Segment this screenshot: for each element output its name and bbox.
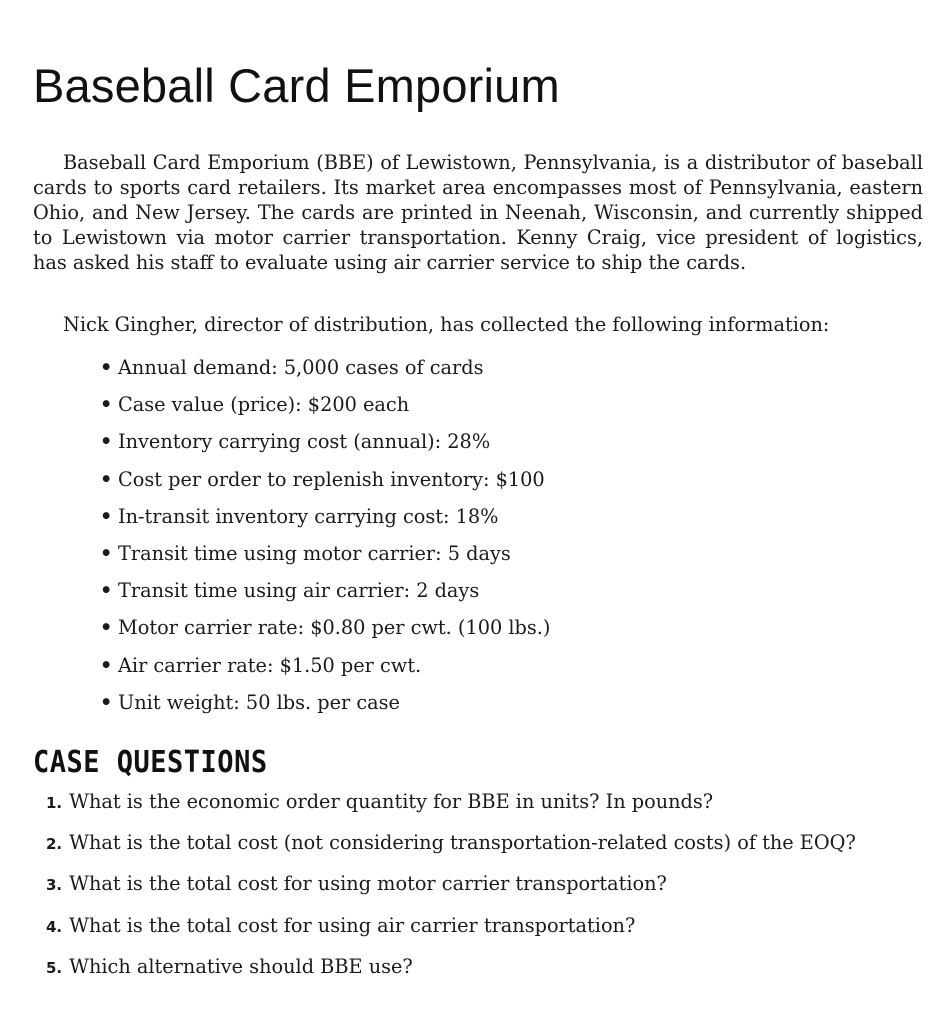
- question-text: What is the total cost for using air carrier transportation?: [69, 913, 636, 937]
- question-text: What is the economic order quantity for BBE in units? In pounds?: [69, 790, 714, 813]
- question-text: What is the total cost (not considering transportation-related costs) of the EOQ?: [69, 831, 856, 855]
- question-number: 4.: [46, 917, 63, 936]
- question-text: Which alternative should BBE use?: [69, 954, 413, 978]
- list-item: [100, 690, 550, 727]
- list-item: [46, 954, 856, 995]
- bullet-icon: •: [100, 467, 113, 491]
- list-item: [100, 504, 550, 541]
- bullet-text: Transit time using air carrier: 2 days: [118, 579, 480, 603]
- question-text: What is the total cost for using motor carrier transportation?: [69, 872, 667, 896]
- info-bullet-list: [100, 355, 550, 727]
- case-questions-list: [46, 789, 856, 995]
- case-questions-heading: CASE QUESTIONS: [33, 745, 268, 780]
- bullet-text: Case value (price): $200 each: [118, 393, 410, 417]
- bullet-icon: •: [100, 430, 113, 454]
- list-item: [100, 355, 550, 392]
- list-item: [100, 429, 550, 466]
- bullet-text: Transit time using motor carrier: 5 days: [118, 541, 511, 565]
- list-item: [100, 615, 550, 652]
- list-item: [46, 871, 856, 912]
- list-item: [100, 467, 550, 504]
- bullet-icon: •: [100, 541, 113, 565]
- bullet-text: In-transit inventory carrying cost: 18%: [118, 504, 499, 528]
- bullet-text: Motor carrier rate: $0.80 per cwt. (100 lbs.): [118, 616, 551, 640]
- bullet-icon: •: [100, 653, 113, 677]
- bullet-text: Unit weight: 50 lbs. per case: [118, 690, 400, 714]
- list-item: [100, 578, 550, 615]
- bullet-text: Air carrier rate: $1.50 per cwt.: [118, 653, 422, 677]
- lead-paragraph: Nick Gingher, director of distribution, has collected the following information:: [63, 313, 830, 336]
- list-item: [100, 541, 550, 578]
- question-number: 2.: [46, 835, 63, 854]
- bullet-icon: •: [100, 356, 113, 379]
- question-number: 1.: [46, 794, 63, 812]
- bullet-icon: •: [100, 616, 113, 640]
- list-item: [100, 392, 550, 429]
- list-item: [46, 830, 856, 871]
- bullet-icon: •: [100, 690, 113, 714]
- bullet-text: Annual demand: 5,000 cases of cards: [118, 356, 484, 379]
- bullet-text: Cost per order to replenish inventory: $100: [118, 467, 545, 491]
- intro-paragraph: Baseball Card Emporium (BBE) of Lewistown, Pennsylvania, is a distributor of baseball cards to sports card retailers. Its market area encompasses most of Pennsylvania, eastern Ohio, and New Jersey. The cards are printed in Neenah, Wisconsin, and currently shipped to Lewistown via motor carrier transportation. Kenny Craig, vice president of logistics, has asked his staff to evaluate using air carrier service to ship the cards.: [33, 151, 923, 274]
- list-item: [46, 913, 856, 954]
- question-number: 3.: [46, 876, 63, 895]
- page-title: Baseball Card Emporium: [33, 59, 560, 112]
- list-item: [46, 789, 856, 830]
- bullet-text: Inventory carrying cost (annual): 28%: [118, 430, 491, 454]
- bullet-icon: •: [100, 504, 113, 528]
- bullet-icon: •: [100, 393, 113, 417]
- question-number: 5.: [46, 958, 63, 977]
- list-item: [100, 653, 550, 690]
- bullet-icon: •: [100, 579, 113, 603]
